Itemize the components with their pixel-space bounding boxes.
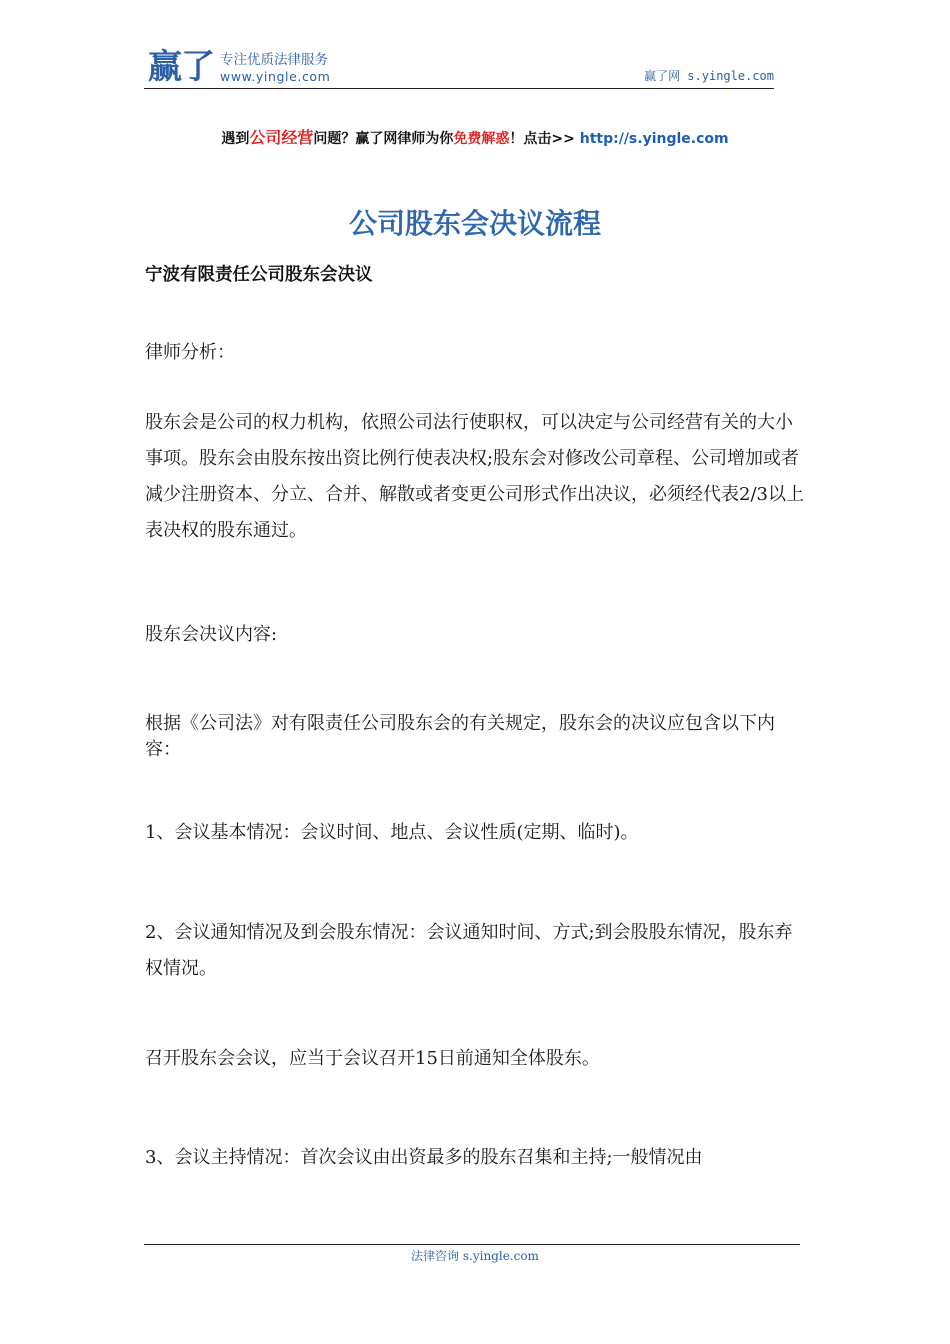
promo-banner bbox=[0, 128, 950, 149]
promo-text-3: ！点击>> bbox=[509, 131, 580, 147]
paragraph-lawyer-analysis: 律师分析： bbox=[145, 342, 235, 363]
document-title: 公司股东会决议流程 bbox=[348, 207, 601, 240]
paragraph-notice: 召开股东会会议，应当于会议召开15日前通知全体股东。 bbox=[145, 1048, 600, 1069]
paragraph-shareholder-meeting: 股东会是公司的权力机构，依照公司法行使职权，可以决定与公司经营有关的大小事项。股东会由股东按出资比例行使表决权;股东会对修改公司章程、公司增加或者减少注册资本、分立、合并、解散或者变更公司形式作出决议，必须经代表2/3以上表决权的股东通过。 bbox=[145, 412, 804, 541]
promo-text-2: 问题？赢了网律师为你 bbox=[313, 131, 454, 147]
footer-link[interactable]: 法律咨询 s.yingle.com bbox=[411, 1249, 539, 1263]
paragraph-resolution-content: 股东会决议内容: bbox=[145, 624, 278, 645]
logo-slogan: 专注优质法律服务 bbox=[220, 52, 328, 68]
paragraph-item-3: 3、会议主持情况：首次会议由出资最多的股东召集和主持;一般情况由 bbox=[145, 1147, 703, 1168]
document-subtitle: 宁波有限责任公司股东会决议 bbox=[145, 265, 373, 285]
promo-highlight-company: 公司经营 bbox=[249, 128, 314, 147]
promo-highlight-free: 免费解惑 bbox=[453, 131, 510, 147]
promo-text-1: 遇到 bbox=[221, 131, 250, 147]
header-site-link[interactable]: 赢了网 s.yingle.com bbox=[644, 69, 774, 83]
paragraph-item-2: 2、会议通知情况及到会股东情况：会议通知时间、方式;到会股股东情况，股东弃权情况。 bbox=[145, 922, 793, 979]
paragraph-company-law: 根据《公司法》对有限责任公司股东会的有关规定，股东会的决议应包含以下内容： bbox=[145, 713, 775, 760]
paragraph-item-1: 1、会议基本情况：会议时间、地点、会议性质(定期、临时)。 bbox=[145, 822, 639, 843]
logo-url[interactable]: www.yingle.com bbox=[220, 69, 331, 84]
footer-divider bbox=[144, 1244, 800, 1245]
promo-link[interactable]: http://s.yingle.com bbox=[579, 131, 729, 147]
page-header bbox=[144, 48, 774, 89]
yingle-logo[interactable]: 赢了 bbox=[148, 47, 214, 87]
